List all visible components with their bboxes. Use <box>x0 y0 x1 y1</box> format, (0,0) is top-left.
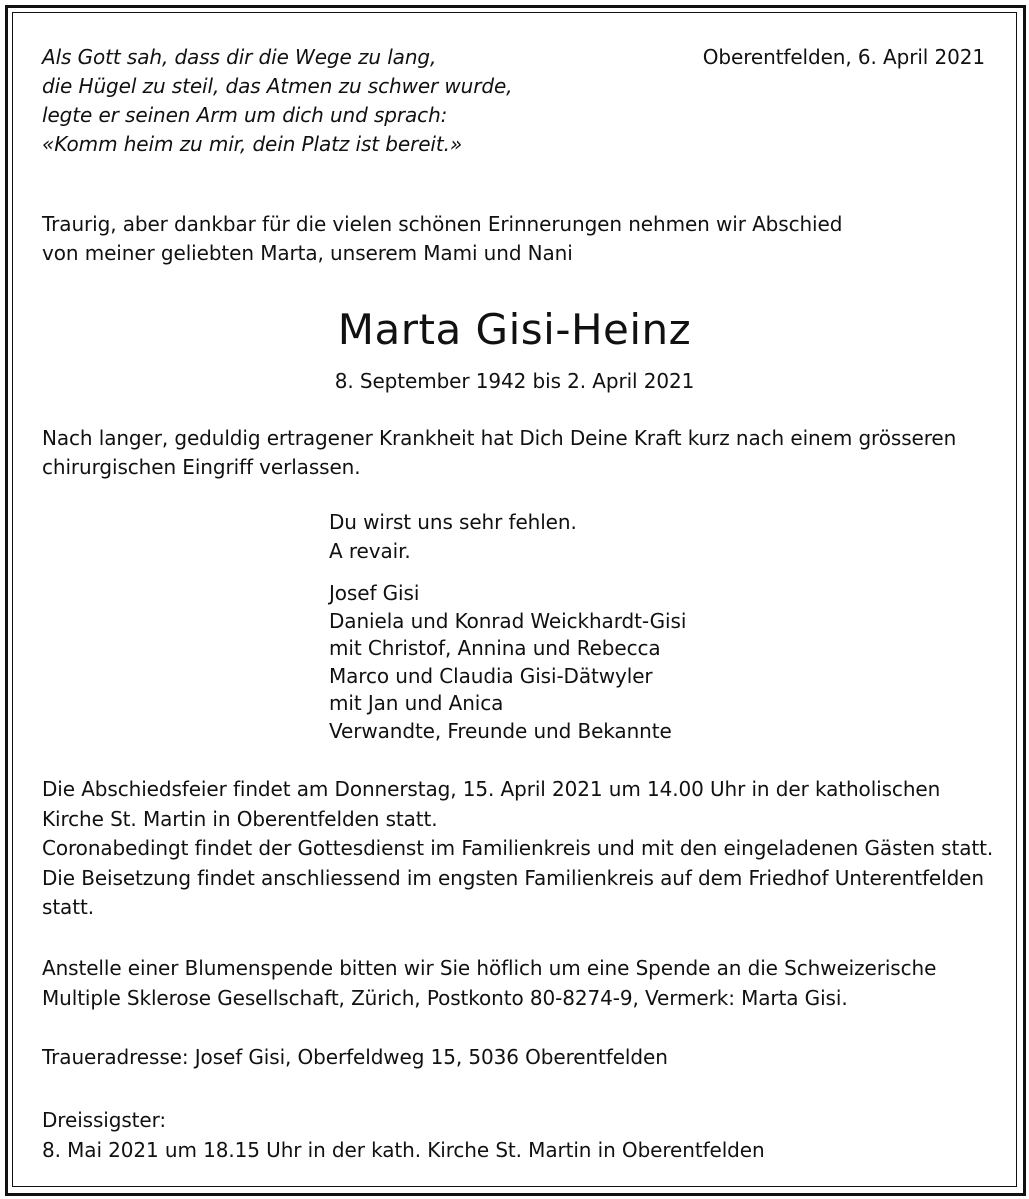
farewell-text <box>329 508 577 566</box>
illness-line: chirurgischen Eingriff verlassen. <box>42 455 361 479</box>
donation-info <box>42 954 936 1013</box>
service-line: statt. <box>42 895 94 919</box>
donation-line: Multiple Sklerose Gesellschaft, Zürich, Postkonto 80-8274-9, Vermerk: Marta Gisi. <box>42 985 848 1010</box>
donation-line: Anstelle einer Blumenspende bitten wir Sie höflich um eine Spende an die Schweizerische <box>42 956 937 980</box>
service-line: Die Abschiedsfeier findet am Donnerstag, 15. April 2021 um 14.00 Uhr in der katholischen <box>42 777 941 801</box>
poem-line: die Hügel zu steil, das Atmen zu schwer wurde, <box>42 74 513 98</box>
poem-line: «Komm heim zu mir, dein Platz ist bereit.» <box>42 132 463 156</box>
mourners-list <box>329 580 686 745</box>
place-date: Oberentfelden, 6. April 2021 <box>702 45 985 69</box>
poem <box>42 43 512 159</box>
mourner: mit Christof, Annina und Rebecca <box>329 636 661 660</box>
mourner: Daniela und Konrad Weickhardt-Gisi <box>329 608 687 633</box>
mourning-address: Traueradresse: Josef Gisi, Oberfeldweg 15, 5036 Oberentfelden <box>42 1045 668 1069</box>
farewell-line: Du wirst uns sehr fehlen. <box>329 510 577 534</box>
intro-text <box>42 210 842 268</box>
poem-line: legte er seinen Arm um dich und sprach: <box>42 103 448 127</box>
intro-line: von meiner geliebten Marta, unserem Mami und Nani <box>42 241 573 265</box>
service-line: Die Beisetzung findet anschliessend im engsten Familienkreis auf dem Friedhof Unterentfelden <box>42 865 984 890</box>
service-info <box>42 775 993 923</box>
poem-line: Als Gott sah, dass dir die Wege zu lang, <box>42 45 437 69</box>
service-line: Coronabedingt findet der Gottesdienst im Familienkreis und mit den eingeladenen Gästen statt. <box>42 836 994 860</box>
farewell-line: A revair. <box>329 539 411 563</box>
thirtieth-day-service <box>42 1105 765 1165</box>
mourner: Verwandte, Freunde und Bekannte <box>329 718 672 743</box>
thirtieth-line: Dreissigster: <box>42 1108 167 1132</box>
thirtieth-line: 8. Mai 2021 um 18.15 Uhr in der kath. Kirche St. Martin in Oberentfelden <box>42 1138 765 1162</box>
intro-line: Traurig, aber dankbar für die vielen schönen Erinnerungen nehmen wir Abschied <box>42 212 843 236</box>
mourner: mit Jan und Anica <box>329 691 504 715</box>
deceased-name: Marta Gisi-Heinz <box>337 305 692 354</box>
illness-text <box>42 424 956 482</box>
service-line: Kirche St. Martin in Oberentfelden statt. <box>42 806 438 831</box>
mourner: Josef Gisi <box>329 581 420 605</box>
mourner: Marco und Claudia Gisi-Dätwyler <box>329 663 653 688</box>
life-dates: 8. September 1942 bis 2. April 2021 <box>334 369 695 393</box>
illness-line: Nach langer, geduldig ertragener Krankheit hat Dich Deine Kraft kurz nach einem grösseren <box>42 426 957 450</box>
